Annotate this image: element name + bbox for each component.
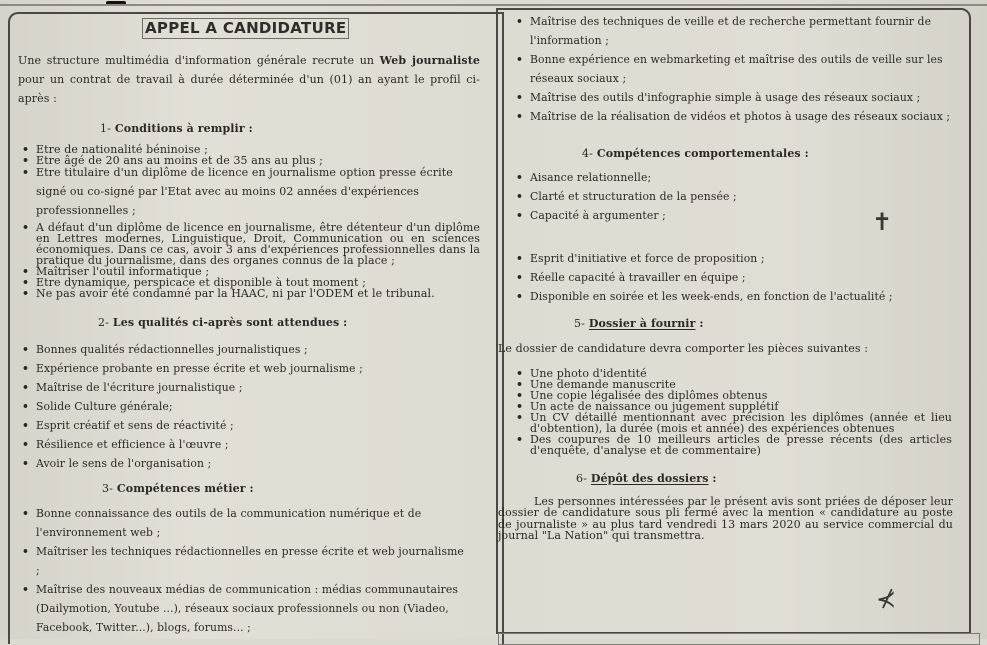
list-item: • Ne pas avoir été condamné par la HAAC, ni par l'ODEM et le tribunal. — [18, 288, 480, 299]
list-item: • Une copie légalisée des diplômes obtenus — [512, 390, 952, 401]
skills-list-part1 — [18, 504, 468, 637]
section-title-suffix: : — [695, 317, 704, 330]
dossier-intro: Le dossier de candidature devra comporter les pièces suivantes : — [498, 342, 869, 355]
skills-list-part2 — [512, 12, 962, 126]
section-3-heading — [102, 482, 480, 496]
list-item: • Résilience et efficience à l'œuvre ; — [18, 435, 480, 454]
list-item: • Maîtrise de l'écriture journalistique ; — [18, 378, 480, 397]
list-item: • Etre titulaire d'un diplôme de licence en journalisme option presse écrite signé ou co-signé par l'Etat avec au moins 02 années d'expériences professionnelles ; — [18, 163, 480, 220]
right-column — [498, 12, 962, 542]
next-ad-frame — [498, 633, 980, 645]
left-column — [18, 18, 480, 637]
list-item: • Avoir le sens de l'organisation ; — [18, 454, 480, 473]
list-item: • Maîtrise des outils d'infographie simple à usage des réseaux sociaux ; — [512, 88, 962, 107]
list-item: • Maîtriser l'outil informatique ; — [18, 266, 480, 277]
section-title: Conditions à remplir : — [114, 122, 253, 135]
section-title: Compétences comportementales : — [596, 147, 809, 160]
handwritten-mark: ✝ — [872, 208, 893, 236]
section-title-suffix: : — [708, 471, 717, 485]
section-number: 5- — [574, 317, 585, 330]
list-item: • Capacité à argumenter ; — [512, 206, 962, 225]
ad-title: APPEL A CANDIDATURE — [142, 18, 349, 39]
list-item: • Expérience probante en presse écrite et web journalisme ; — [18, 359, 480, 378]
list-item: • Esprit d'initiative et force de proposition ; — [512, 249, 902, 268]
list-item: • Aisance relationnelle; — [512, 168, 962, 187]
list-item: • Un acte de naissance ou jugement supplétif — [512, 401, 952, 412]
job-title: Web journaliste — [379, 54, 481, 67]
list-item: • Clarté et structuration de la pensée ; — [512, 187, 962, 206]
list-item: • Une demande manuscrite — [512, 379, 952, 390]
conditions-list — [18, 144, 480, 299]
top-rule — [0, 4, 987, 6]
documents-list — [512, 368, 952, 456]
list-item: • Maîtrise de la réalisation de vidéos et photos à usage des réseaux sociaux ; — [512, 107, 962, 126]
section-title: Dépôt des dossiers — [590, 471, 709, 485]
list-item: • Disponible en soirée et les week-ends, en fonction de l'actualité ; — [512, 287, 902, 306]
behavioral-skills-list-part2 — [512, 249, 902, 306]
list-item: • Bonnes qualités rédactionnelles journalistiques ; — [18, 340, 480, 359]
section-title: Compétences métier : — [116, 482, 254, 495]
behavioral-skills-list-part1 — [512, 168, 962, 225]
handwritten-mark: ⊀ — [876, 585, 897, 613]
intro-text-end: pour un contrat de travail à durée déterminée d'un (01) an ayant le profil ci-après : — [18, 73, 480, 105]
list-item: • Bonne connaissance des outils de la communication numérique et de l'environnement web ; — [18, 504, 468, 542]
section-4-heading — [582, 147, 962, 161]
deposit-paragraph: Les personnes intéressées par le présent avis sont priées de déposer leur dossier de candidature sous pli fermé avec la mention « candidature au poste de journaliste » au plus tard vendredi 13 mars 2020 au service commercial du journal "La Nation" qui transmettra. — [498, 494, 953, 542]
list-item: • Maîtrise des nouveaux médias de communication : médias communautaires (Dailymotion, Youtube ...), réseaux sociaux professionnels ou non (Viadeo, Facebook, Twitter...), blogs, forums... ; — [18, 580, 468, 637]
section-2-heading — [98, 316, 480, 330]
list-item: • Des coupures de 10 meilleurs articles de presse récents (des articles d'enquête, d'analyse et de commentaire) — [512, 434, 952, 456]
list-item: • Etre âgé de 20 ans au moins et de 35 ans au plus ; — [18, 155, 480, 166]
list-item: • Réelle capacité à travailler en équipe ; — [512, 268, 902, 287]
section-number: 4- — [582, 147, 593, 160]
section-6-heading — [576, 472, 962, 486]
list-item: • Etre de nationalité béninoise ; — [18, 144, 480, 155]
section-number: 3- — [102, 482, 113, 495]
section-1-heading — [100, 122, 480, 136]
section-number: 6- — [576, 471, 587, 485]
qualities-list — [18, 340, 480, 473]
list-item: • Une photo d'identité — [512, 368, 952, 379]
section-title: Les qualités ci-après sont attendues : — [112, 316, 348, 329]
list-item: • Maîtrise des techniques de veille et de recherche permettant fournir de l'information ; — [512, 12, 962, 50]
section-number: 1- — [100, 122, 111, 135]
intro-paragraph — [18, 51, 480, 108]
section-number: 2- — [98, 316, 109, 329]
list-item: • Solide Culture générale; — [18, 397, 480, 416]
intro-text: Une structure multimédia d'information générale recrute un — [18, 54, 380, 67]
list-item: • A défaut d'un diplôme de licence en journalisme, être détenteur d'un diplôme en Lettres modernes, Linguistique, Droit, Communication ou en sciences économiques. Dans ce cas, avoir 3 ans d'expériences professionnelles dans la pratique du journalisme, dans des organes connus de la place ; — [18, 222, 480, 266]
list-item: • Maîtriser les techniques rédactionnelles en presse écrite et web journalisme ; — [18, 542, 468, 580]
list-item: • Un CV détaillé mentionnant avec précision les diplômes (année et lieu d'obtention), la durée (mois et année) des expériences obtenues — [512, 412, 952, 434]
list-item: • Esprit créatif et sens de réactivité ; — [18, 416, 480, 435]
list-item: • Etre dynamique, perspicace et disponible à tout moment ; — [18, 277, 480, 288]
section-title: Dossier à fournir — [588, 317, 696, 330]
section-5-heading — [574, 317, 962, 331]
list-item: • Bonne expérience en webmarketing et maîtrise des outils de veille sur les réseaux sociaux ; — [512, 50, 962, 88]
